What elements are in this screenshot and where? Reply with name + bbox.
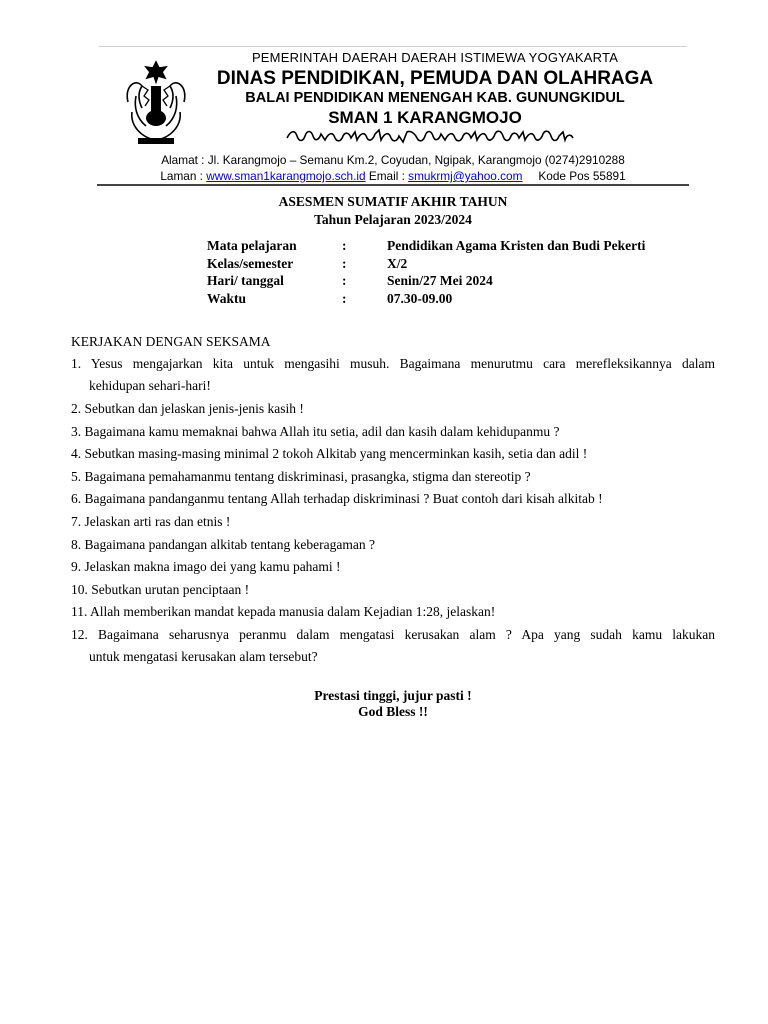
- info-row-subject: [207, 237, 727, 255]
- info-row-date: [207, 272, 727, 290]
- letterhead-school: SMAN 1 KARANGMOJO: [328, 108, 522, 127]
- letterhead-top-rule: [99, 46, 687, 47]
- letterhead-office: BALAI PENDIDIKAN MENENGAH KAB. GUNUNGKIDUL: [245, 90, 625, 106]
- question-9: 9. Jelaskan makna imago dei yang kamu pahami !: [71, 559, 341, 574]
- letterhead-department: DINAS PENDIDIKAN, PEMUDA DAN OLAHRAGA: [216, 68, 654, 89]
- province-emblem-icon: [118, 56, 194, 148]
- question-text-continued: untuk mengatasi kerusakan alam tersebut?: [89, 649, 318, 664]
- closing-motto: Prestasi tinggi, jujur pasti !: [314, 688, 472, 703]
- question-3: 3. Bagaimana kamu memaknai bahwa Allah itu setia, adil dan kasih dalam kehidupanmu ?: [71, 424, 560, 439]
- question-text-continued: kehidupan sehari-hari!: [89, 378, 211, 393]
- email-label: Email :: [365, 169, 409, 183]
- question-8: 8. Bagaimana pandangan alkitab tentang keberagaman ?: [71, 537, 375, 552]
- info-label: Hari/ tanggal: [207, 273, 284, 288]
- exam-title: ASESMEN SUMATIF AKHIR TAHUN: [278, 194, 508, 209]
- question-5: 5. Bagaimana pemahamanmu tentang diskriminasi, prasangka, stigma dan stereotip ?: [71, 469, 531, 484]
- letterhead-bottom-rule: [97, 184, 689, 186]
- email-link[interactable]: smukrmj@yahoo.com: [408, 169, 523, 183]
- closing-blessing: God Bless !!: [358, 704, 428, 719]
- letterhead-government: PEMERINTAH DAERAH DAERAH ISTIMEWA YOGYAKARTA: [251, 50, 619, 65]
- info-label: Kelas/semester: [207, 255, 294, 271]
- info-value: X/2: [387, 255, 408, 271]
- question-12: [71, 624, 715, 668]
- info-row-time: [207, 290, 727, 308]
- instruction-heading: KERJAKAN DENGAN SEKSAMA: [71, 334, 271, 349]
- website-label: Laman :: [160, 169, 207, 183]
- info-value: Senin/27 Mei 2024: [387, 273, 493, 288]
- info-colon: :: [342, 255, 347, 271]
- question-11: 11. Allah memberikan mandat kepada manusia dalam Kejadian 1:28, jelaskan!: [71, 604, 496, 619]
- website-link[interactable]: www.sman1karangmojo.sch.id: [206, 169, 366, 183]
- question-text: 12. Bagaimana seharusnya peranmu dalam mengatasi kerusakan alam ? Apa yang sudah kamu lakukan: [71, 627, 715, 642]
- question-10: 10. Sebutkan urutan penciptaan !: [71, 582, 250, 597]
- question-7: 7. Jelaskan arti ras dan etnis !: [71, 514, 231, 529]
- javanese-script-icon: [285, 126, 575, 146]
- info-label: Mata pelajaran: [207, 238, 297, 253]
- postal-code: Kode Pos 55891: [538, 169, 626, 183]
- info-colon: :: [342, 273, 347, 288]
- question-1: [71, 353, 715, 397]
- question-2: 2. Sebutkan dan jelaskan jenis-jenis kasih !: [71, 401, 304, 416]
- question-text: 1. Yesus mengajarkan kita untuk mengasihi musuh. Bagaimana menurutmu cara merefleksikannya dalam: [71, 356, 715, 371]
- info-colon: :: [342, 290, 347, 306]
- question-6: 6. Bagaimana pandanganmu tentang Allah terhadap diskriminasi ? Buat contoh dari kisah alkitab !: [71, 491, 603, 506]
- info-value: 07.30-09.00: [387, 290, 453, 306]
- info-value: Pendidikan Agama Kristen dan Budi Pekerti: [387, 238, 646, 253]
- question-4: 4. Sebutkan masing-masing minimal 2 tokoh Alkitab yang mencerminkan kasih, setia dan adil !: [71, 446, 588, 461]
- school-address: Alamat : Jl. Karangmojo – Semanu Km.2, Coyudan, Ngipak, Karangmojo (0274)2910288: [161, 153, 625, 167]
- exam-info-table: [207, 237, 727, 307]
- info-label: Waktu: [207, 290, 247, 306]
- school-contact-line: [99, 168, 687, 184]
- info-row-class: [207, 255, 727, 273]
- info-colon: :: [342, 238, 347, 253]
- letterhead-text: [200, 50, 670, 128]
- academic-year: Tahun Pelajaran 2023/2024: [314, 212, 472, 227]
